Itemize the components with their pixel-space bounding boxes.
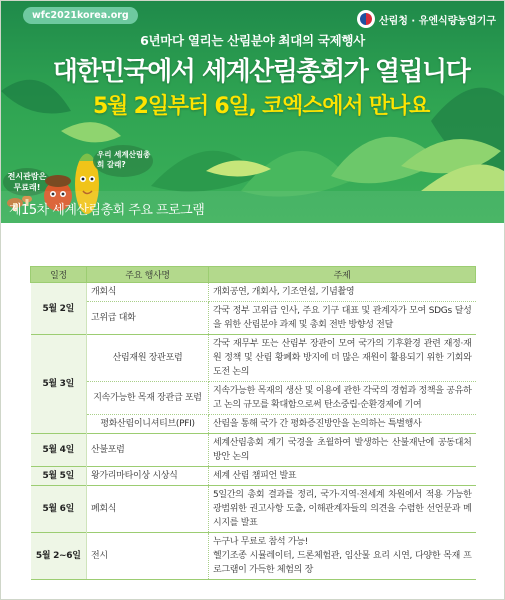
character-speech-right: 우리 세계산림총회 갈래? [97,150,151,169]
banner-subline: 5월 2일부터 6일, 코엑스에서 만나요 [93,94,429,119]
topic-line: 헬기조종 시뮬레이터, 드론체험관, 임산물 요리 시연, 다양한 목재 프로그램이 가득한 체험의 장 [213,551,472,575]
table-row [31,467,476,486]
program-title-text: 제15차 세계산림총회 주요 프로그램 [9,203,205,218]
date-cell: 5월 6일 [31,486,87,533]
table-row [31,533,476,580]
topic-cell: 세계 산림 챔피언 발표 [209,467,476,486]
organizer-logo [357,8,496,30]
program-schedule-table [30,266,476,580]
table-row [31,335,476,382]
event-cell: 산불포럼 [87,434,209,467]
event-cell: 왕가리마타이상 시상식 [87,467,209,486]
header-event: 주요 행사명 [87,267,209,283]
event-cell: 산림재원 장관포럼 [87,335,209,382]
table-row [31,415,476,434]
date-cell: 5월 2일 [31,283,87,335]
character-speech-left: 전시관람은 무료래! [7,172,47,192]
event-cell: 전시 [87,533,209,580]
table-row [31,302,476,335]
header-topic: 주제 [209,267,476,283]
topic-line: 누구나 무료로 참석 가능! [213,537,308,547]
header-date: 일정 [31,267,87,283]
program-section-title [1,191,504,223]
topic-cell: 개회공연, 개회사, 기조연설, 기념촬영 [209,283,476,302]
topic-cell: 각국 재무부 또는 산림부 장관이 모여 국가의 기후환경 관련 재정·재원 정책 및 산림 황폐화 방지에 더 많은 재원이 활용되기 위한 기회와 도전 논의 [209,335,476,382]
organizer-name: 산림청 · 유엔식량농업기구 [378,15,496,27]
event-cell: 개회식 [87,283,209,302]
table-header-row [31,267,476,283]
event-banner [1,1,504,223]
table-row [31,283,476,302]
site-url-badge: wfc2021korea.org [23,7,138,24]
banner-tagline: 6년마다 열리는 산림분야 최대의 국제행사 [140,33,365,48]
date-cell: 5월 4일 [31,434,87,467]
table-row [31,382,476,415]
topic-cell: 각국 정부 고위급 인사, 주요 기구 대표 및 관계자가 모여 SDGs 달성을 위한 산림분야 과제 및 총회 전반 방향성 전달 [209,302,476,335]
date-cell: 5월 5일 [31,467,87,486]
table-row [31,434,476,467]
date-cell: 5월 2~6일 [31,533,87,580]
event-cell: 지속가능한 목재 장관급 포럼 [87,382,209,415]
topic-cell: 5일간의 총회 결과를 정리, 국가·지역·전세계 차원에서 적용 가능한 광범위한 권고사항 도출, 이해관계자들의 의견을 수렴한 선언문과 메시지를 발표 [209,486,476,533]
topic-cell: 지속가능한 목재의 생산 및 이용에 관한 각국의 경험과 정책을 공유하고 논의 규모를 확대함으로써 탄소중립·순환경제에 기여 [209,382,476,415]
topic-cell: 산림을 통해 국가 간 평화증진방안을 논의하는 특별행사 [209,415,476,434]
topic-cell: 세계산림총회 계기 국경을 초월하여 발생하는 산불재난에 공동대처방안 논의 [209,434,476,467]
banner-headline: 대한민국에서 세계산림총회가 열립니다 [52,57,470,87]
event-cell: 고위급 대화 [87,302,209,335]
date-cell: 5월 3일 [31,335,87,434]
topic-cell [209,533,476,580]
event-cell: 폐회식 [87,486,209,533]
table-row [31,486,476,533]
taegeuk-emblem-icon [357,10,375,28]
event-cell: 평화산림이니셔티브(PFI) [87,415,209,434]
